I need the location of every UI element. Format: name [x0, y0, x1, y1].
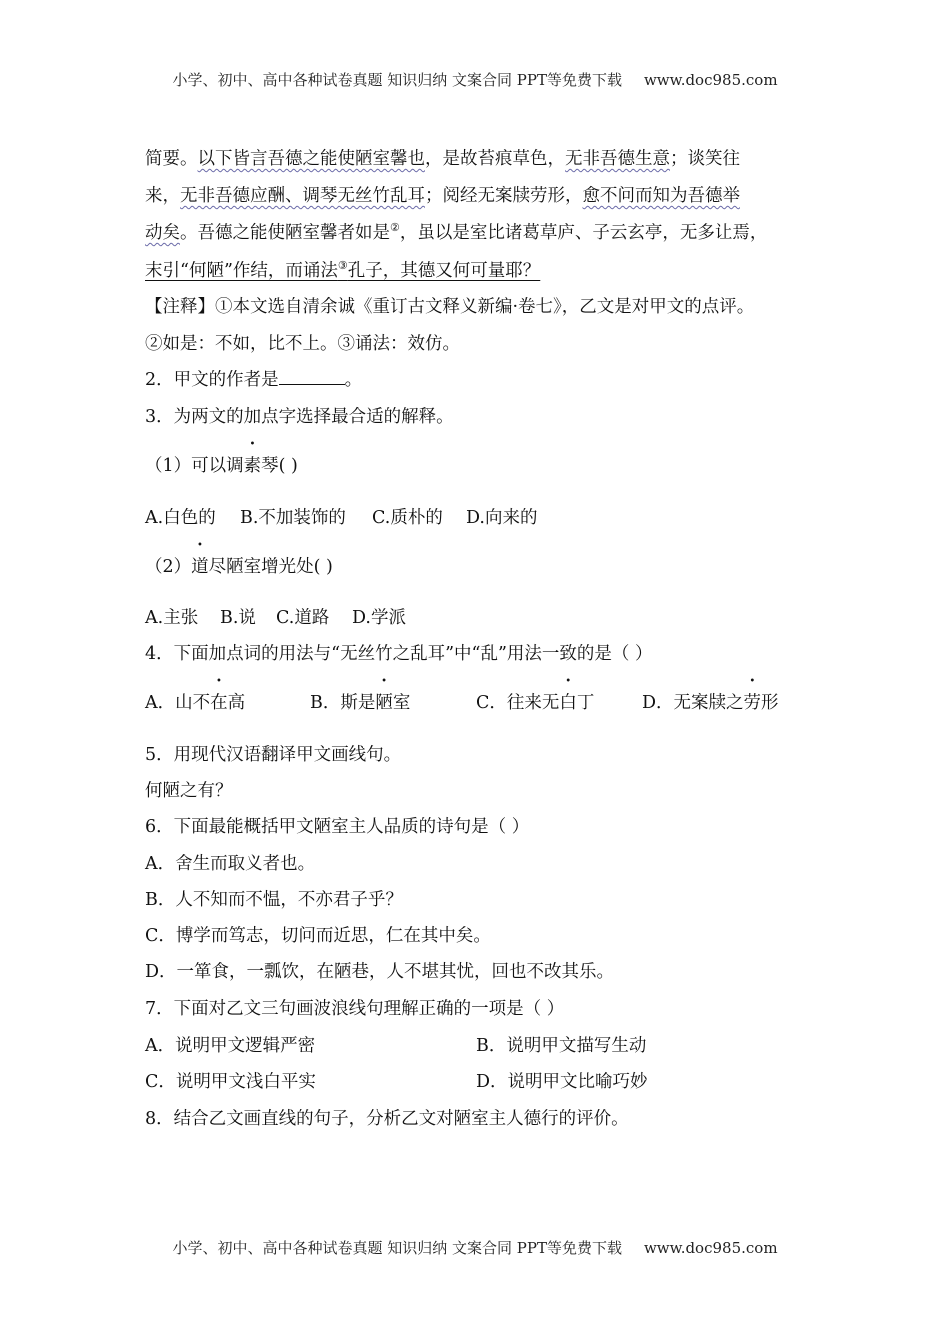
header-text: 小学、初中、高中各种试卷真题 知识归纳 文案合同 PPT等免费下载	[172, 71, 622, 89]
question-3-stem: 3．为两文的加点字选择最合适的解释。	[145, 407, 454, 427]
wavy-sentence-3b: 动矣	[145, 223, 180, 243]
q3-sub2-option-b: B.说	[220, 608, 256, 628]
dotted-char: 陋	[375, 693, 393, 713]
q4-option-d: D．无案牍之劳形	[642, 689, 779, 714]
note-ref-3: ③	[337, 259, 348, 273]
passage-line-1: 简要。以下皆言吾德之能使陋室馨也，是故苔痕草色，无非吾德生意；谈笑往	[145, 149, 740, 169]
question-3-sub2: （2）道尽陋室增光处( )	[145, 553, 333, 578]
question-3-sub1: （1）可以调素琴( )	[145, 452, 298, 477]
q6-option-c: C．博学而笃志，切问而近思，仁在其中矣。	[145, 926, 491, 946]
wavy-sentence-3a: 愈不问而知为吾德举	[582, 186, 740, 206]
note-line-2: ②如是：不如，比不上。③诵法：效仿。	[145, 334, 460, 354]
dotted-char: 白	[559, 693, 577, 713]
question-7-stem: 7．下面对乙文三句画波浪线句理解正确的一项是（ ）	[145, 999, 565, 1019]
question-6-stem: 6．下面最能概括甲文陋室主人品质的诗句是（ ）	[145, 817, 530, 837]
dotted-char: 劳	[743, 693, 762, 713]
page-footer	[0, 1237, 950, 1258]
footer-url: www.doc985.com	[643, 1239, 778, 1257]
footer-text: 小学、初中、高中各种试卷真题 知识归纳 文案合同 PPT等免费下载	[172, 1239, 622, 1257]
question-5-stem: 5．用现代汉语翻译甲文画线句。	[145, 745, 402, 765]
q3-sub1-option-c: C.质朴的	[372, 508, 443, 528]
q3-sub1-option-d: D.向来的	[466, 508, 538, 528]
note-line-1: 【注释】①本文选自清余诚《重订古文释义新编·卷七》，乙文是对甲文的点评。	[145, 297, 755, 317]
q4-option-a: A．山不在高	[145, 689, 245, 714]
q6-option-d: D．一箪食，一瓢饮，在陋巷，人不堪其忧，回也不改其乐。	[145, 962, 615, 982]
dotted-char: 在	[210, 693, 228, 713]
q4-option-b: B．斯是陋室	[310, 689, 410, 714]
dotted-char: 素	[243, 456, 262, 476]
answer-blank[interactable]	[279, 370, 345, 385]
wavy-sentence-1: 以下皆言吾德之能使陋室馨也	[197, 149, 425, 169]
passage-line-2: 来，无非吾德应酬、调琴无丝竹乱耳；阅经无案牍劳形，愈不问而知为吾德举	[145, 186, 740, 206]
dotted-char: 道	[191, 557, 209, 577]
q3-sub1-option-a: A.白色的	[145, 508, 216, 528]
q7-option-c: C．说明甲文浅白平实	[145, 1072, 316, 1092]
passage-line-3: 动矣。吾德之能使陋室馨者如是②，虽以是室比诸葛草庐、子云玄亭，无多让焉，	[145, 221, 768, 243]
q3-sub2-option-c: C.道路	[276, 608, 330, 628]
question-2: 2．甲文的作者是 。	[145, 370, 363, 390]
q6-option-a: A．舍生而取义者也。	[145, 854, 316, 874]
note-ref-2: ②	[390, 221, 400, 235]
page-header	[0, 69, 950, 90]
q3-sub2-option-d: D.学派	[352, 608, 406, 628]
passage-line-4	[145, 257, 540, 282]
underlined-sentence: 末引“何陋”作结，而诵法③孔子，其德又何可量耶？	[145, 259, 541, 281]
q7-option-a: A．说明甲文逻辑严密	[145, 1036, 316, 1056]
q3-sub2-option-a: A.主张	[145, 608, 199, 628]
wavy-sentence-2b: 无非吾德应酬、调琴无丝竹乱耳	[180, 186, 425, 206]
q3-sub1-option-b: B.不加装饰的	[240, 508, 346, 528]
header-url: www.doc985.com	[643, 71, 778, 89]
q7-option-b: B．说明甲文描写生动	[476, 1036, 647, 1056]
question-4-stem: 4．下面加点词的用法与“无丝竹之乱耳”中“乱”用法一致的是（ ）	[145, 644, 653, 664]
question-5-sentence: 何陋之有？	[145, 781, 233, 801]
q6-option-b: B．人不知而不愠，不亦君子乎？	[145, 890, 403, 910]
wavy-sentence-2a: 无非吾德生意	[565, 149, 670, 169]
q4-option-c: C．往来无白丁	[476, 689, 594, 714]
q7-option-d: D．说明甲文比喻巧妙	[476, 1072, 648, 1092]
question-8-stem: 8．结合乙文画直线的句子，分析乙文对陋室主人德行的评价。	[145, 1109, 629, 1129]
